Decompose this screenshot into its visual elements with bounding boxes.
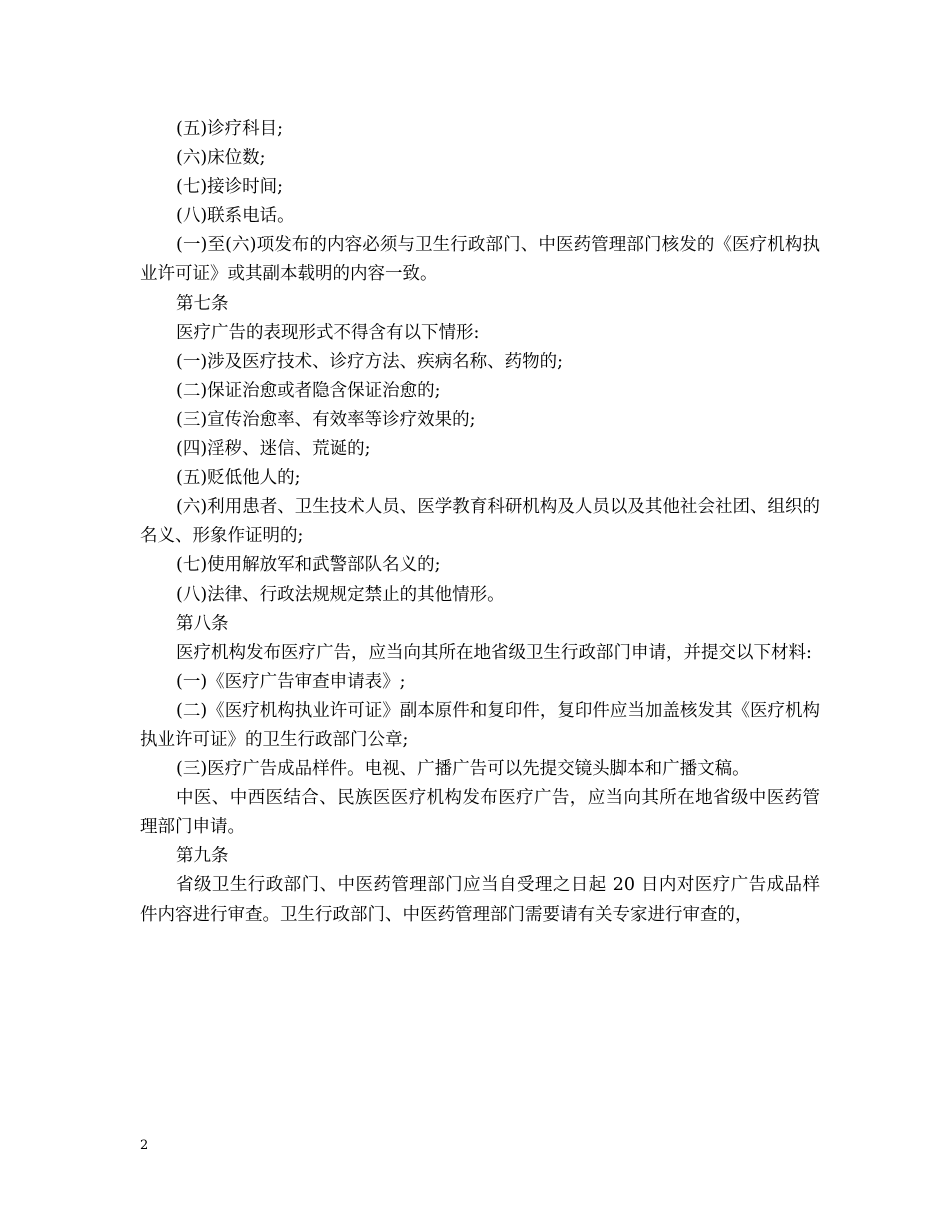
paragraph-item-7: (七)接诊时间; xyxy=(176,177,284,198)
article-7-item-7: (七)使用解放军和武警部队名义的; xyxy=(176,555,441,576)
article-8-item-3: (三)医疗广告成品样件。电视、广播广告可以先提交镜头脚本和广播文稿。 xyxy=(176,759,750,780)
article-7-item-2: (二)保证治愈或者隐含保证治愈的; xyxy=(176,380,441,401)
paragraph-item-6: (六)床位数; xyxy=(176,148,266,169)
paragraph-item-5: (五)诊疗科目; xyxy=(176,119,284,139)
paragraph-item-8: (八)联系电话。 xyxy=(176,206,295,227)
article-8-item-1: (一)《医疗广告审查申请表》; xyxy=(176,671,406,692)
article-8-intro: 医疗机构发布医疗广告，应当向其所在地省级卫生行政部门申请，并提交以下材料: xyxy=(176,642,812,663)
article-9-body: 省级卫生行政部门、中医药管理部门应当自受理之日起 20 日内对医疗广告成品样件内容进行审查。卫生行政部门、中医药管理部门需要请有关专家进行审查的， xyxy=(140,875,820,925)
article-7-item-6: (六)利用患者、卫生技术人员、医学教育科研机构及人员以及其他社会社团、组织的名义、形象作证明的; xyxy=(140,497,820,547)
article-7-item-4: (四)淫秽、迷信、荒诞的; xyxy=(176,439,371,460)
document-body xyxy=(140,115,820,930)
page-number: 2 xyxy=(140,1138,149,1153)
article-7-item-3: (三)宣传治愈率、有效率等诊疗效果的; xyxy=(176,409,476,430)
article-7-item-5: (五)贬低他人的; xyxy=(176,468,301,489)
article-heading-9: 第九条 xyxy=(176,846,229,867)
article-heading-7: 第七条 xyxy=(176,293,229,314)
article-7-item-8: (八)法律、行政法规规定禁止的其他情形。 xyxy=(176,584,505,605)
article-heading-8: 第八条 xyxy=(176,613,229,634)
article-8-item-2: (二)《医疗机构执业许可证》副本原件和复印件，复印件应当加盖核发其《医疗机构执业许可证》的卫生行政部门公章; xyxy=(140,700,820,750)
paragraph-consistency-note: (一)至(六)项发布的内容必须与卫生行政部门、中医药管理部门核发的《医疗机构执业许可证》或其副本载明的内容一致。 xyxy=(140,235,820,285)
article-7-intro: 医疗广告的表现形式不得含有以下情形: xyxy=(176,322,480,343)
article-7-item-1: (一)涉及医疗技术、诊疗方法、疾病名称、药物的; xyxy=(176,351,564,372)
article-8-tcm-note: 中医、中西医结合、民族医医疗机构发布医疗广告，应当向其所在地省级中医药管理部门申请。 xyxy=(140,788,820,838)
